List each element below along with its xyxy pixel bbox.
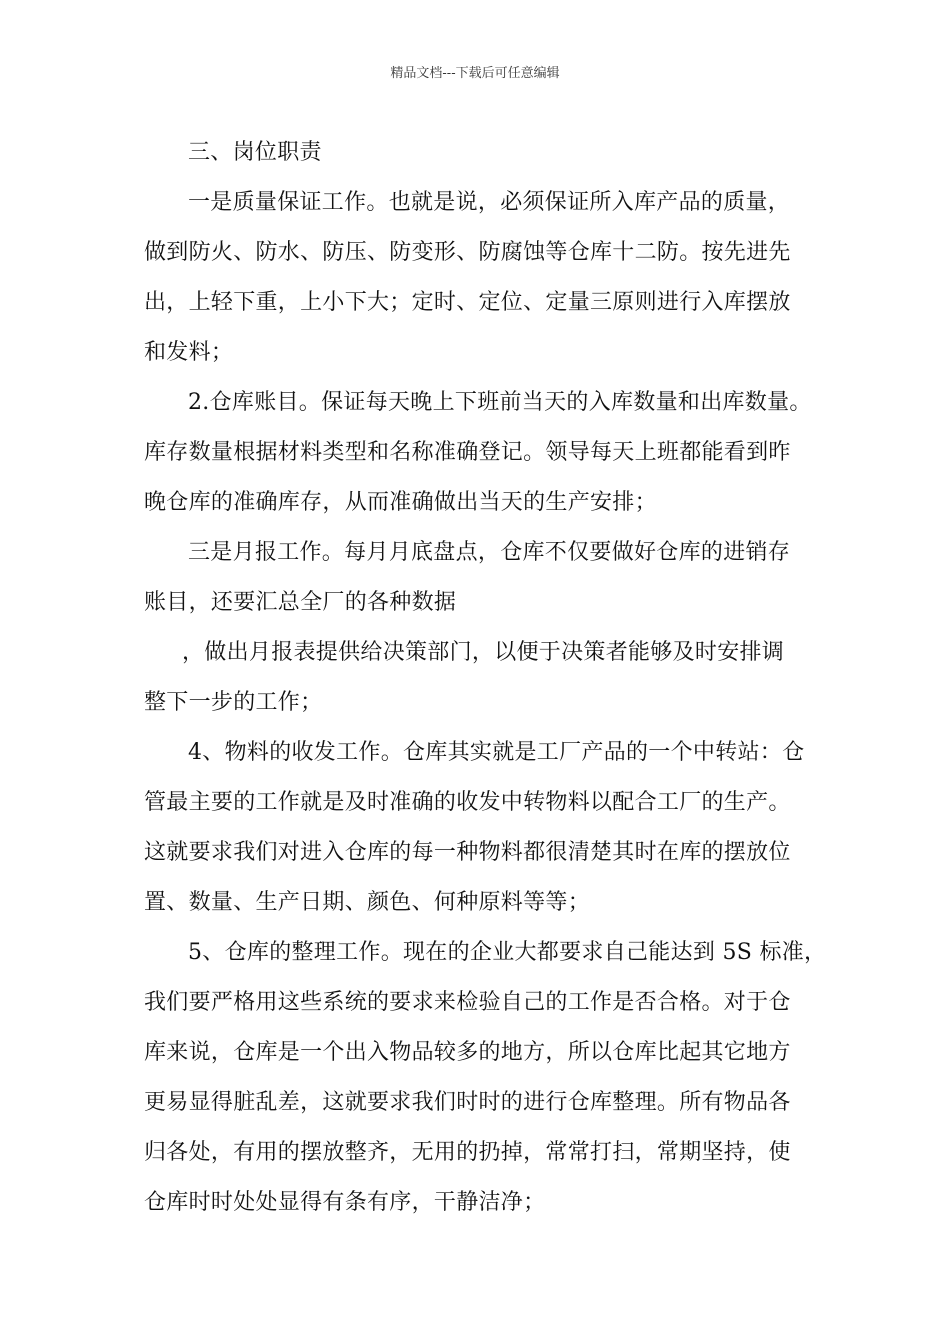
paragraph-line: 我们要严格用这些系统的要求来检验自己的工作是否合格。对于仓 xyxy=(144,990,791,1015)
paragraph-line: ，做出月报表提供给决策部门，以便于决策者能够及时安排调 xyxy=(182,640,785,665)
section-heading: 三、岗位职责 xyxy=(188,140,322,165)
paragraph-line: 库存数量根据材料类型和名称准确登记。领导每天上班都能看到昨 xyxy=(144,440,791,465)
paragraph-line: 这就要求我们对进入仓库的每一种物料都很清楚其时在库的摆放位 xyxy=(144,840,791,865)
paragraph-line: 仓库时时处处显得有条有序，干静洁净； xyxy=(144,1190,546,1215)
paragraph-line: 5、仓库的整理工作。现在的企业大都要求自己能达到 5S 标准， xyxy=(188,940,827,965)
paragraph-line: 一是质量保证工作。也就是说，必须保证所入库产品的质量， xyxy=(188,190,791,215)
paragraph-line: 库来说，仓库是一个出入物品较多的地方，所以仓库比起其它地方 xyxy=(144,1040,791,1065)
document-body xyxy=(144,128,827,1228)
paragraph-line: 4、物料的收发工作。仓库其实就是工厂产品的一个中转站：仓 xyxy=(188,740,805,765)
paragraph-line: 更易显得脏乱差，这就要求我们时时的进行仓库整理。所有物品各 xyxy=(144,1090,791,1115)
paragraph-line: 三是月报工作。每月月底盘点，仓库不仅要做好仓库的进销存 xyxy=(188,540,791,565)
paragraph-line: 出，上轻下重，上小下大；定时、定位、定量三原则进行入库摆放 xyxy=(144,290,791,315)
paragraph-line: 整下一步的工作； xyxy=(144,690,323,715)
paragraph-line: 2.仓库账目。保证每天晚上下班前当天的入库数量和出库数量。 xyxy=(188,390,812,415)
paragraph-line: 做到防火、防水、防压、防变形、防腐蚀等仓库十二防。按先进先 xyxy=(144,240,791,265)
paragraph-line: 账目，还要汇总全厂的各种数据 xyxy=(144,590,457,615)
paragraph-line: 归各处，有用的摆放整齐，无用的扔掉，常常打扫，常期坚持，使 xyxy=(144,1140,791,1165)
paragraph-line: 置、数量、生产日期、颜色、何种原料等等； xyxy=(144,890,591,915)
paragraph-line: 和发料； xyxy=(144,340,234,365)
page-header: 精品文档---下载后可任意编辑 xyxy=(390,66,560,81)
paragraph-line: 晚仓库的准确库存，从而准确做出当天的生产安排； xyxy=(144,490,657,515)
paragraph-line: 管最主要的工作就是及时准确的收发中转物料以配合工厂的生产。 xyxy=(144,790,791,815)
